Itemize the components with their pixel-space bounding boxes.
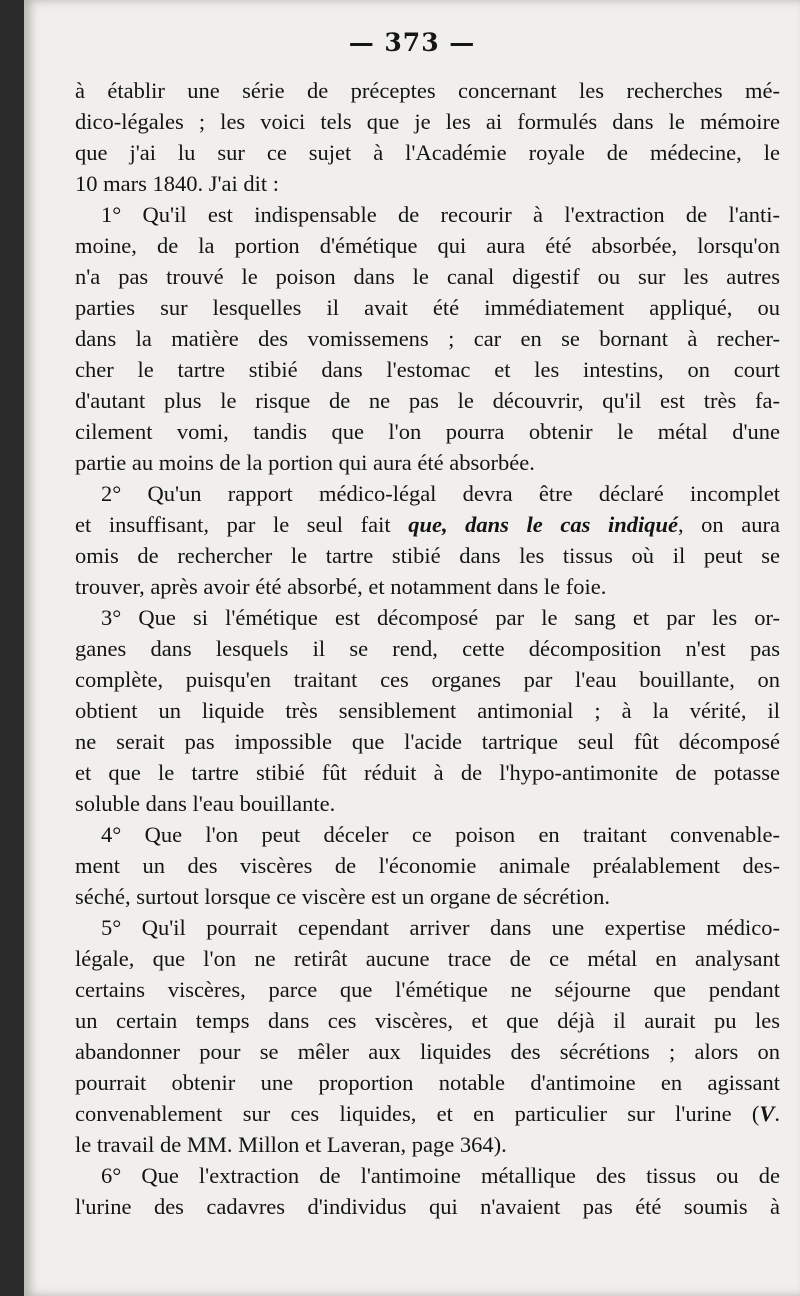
text-line <box>75 757 780 788</box>
text-line-content: 10 mars 1840. J'ai dit : <box>75 171 280 196</box>
text-line-content: d'autant plus le risque de ne pas le découvrir, qu'il est très fa- <box>75 388 780 413</box>
text-line <box>75 354 780 385</box>
text-line <box>75 416 780 447</box>
text-line-content: le travail de MM. Millon et Laveran, page 364). <box>75 1132 507 1157</box>
italic-text: V <box>759 1101 775 1126</box>
text-line <box>75 261 780 292</box>
text-line <box>75 788 780 819</box>
text-line-content: 3° Que si l'émétique est décomposé par le sang et par les or- <box>101 605 780 630</box>
text-line <box>75 974 780 1005</box>
text-line-tail: . <box>774 1101 780 1126</box>
text-line <box>75 726 780 757</box>
text-line-content: cilement vomi, tandis que l'on pourra obtenir le métal d'une <box>75 419 780 444</box>
text-line <box>75 509 780 540</box>
text-line-content: 2° Qu'un rapport médico-légal devra être déclaré incomplet <box>101 481 780 506</box>
text-line <box>75 943 780 974</box>
text-line <box>75 602 780 633</box>
text-line <box>75 1129 780 1160</box>
text-line <box>75 664 780 695</box>
text-line-content: pourrait obtenir une proportion notable d'antimoine en agissant <box>75 1070 780 1095</box>
text-line <box>75 1005 780 1036</box>
text-line <box>75 292 780 323</box>
book-page <box>24 0 800 1296</box>
text-line <box>75 106 780 137</box>
text-line-content: certains viscères, parce que l'émétique ne séjourne que pendant <box>75 977 780 1002</box>
text-line <box>75 912 780 943</box>
text-line <box>75 571 780 602</box>
text-line-content: à établir une série de préceptes concernant les recherches mé- <box>75 78 780 103</box>
text-line-content: et insuffisant, par le seul fait <box>75 512 409 537</box>
text-line-content: partie au moins de la portion qui aura été absorbée. <box>75 450 535 475</box>
text-line-tail: , on aura <box>677 512 780 537</box>
text-line <box>75 1067 780 1098</box>
text-line <box>75 1098 780 1129</box>
text-line <box>75 850 780 881</box>
text-line <box>75 199 780 230</box>
text-line-content: n'a pas trouvé le poison dans le canal digestif ou sur les autres <box>75 264 780 289</box>
text-line-content: 6° Que l'extraction de l'antimoine métallique des tissus ou de <box>101 1163 780 1188</box>
text-line <box>75 478 780 509</box>
text-line-content: que j'ai lu sur ce sujet à l'Académie royale de médecine, le <box>75 140 780 165</box>
text-line <box>75 323 780 354</box>
italic-text: que, dans le cas indiqué <box>408 512 678 537</box>
text-line <box>75 633 780 664</box>
page-number: — 373 — <box>348 28 476 57</box>
text-line <box>75 447 780 478</box>
text-line-content: omis de rechercher le tartre stibié dans les tissus où il peut se <box>75 543 780 568</box>
text-line <box>75 1191 780 1222</box>
text-line-content: légale, que l'on ne retirât aucune trace de ce métal en analysant <box>75 946 780 971</box>
text-line-content: ganes dans lesquels il se rend, cette décomposition n'est pas <box>75 636 780 661</box>
text-line <box>75 385 780 416</box>
text-line-content: cher le tartre stibié dans l'estomac et les intestins, on court <box>75 357 780 382</box>
text-line-content: soluble dans l'eau bouillante. <box>75 791 336 816</box>
text-line-content: abandonner pour se mêler aux liquides des sécrétions ; alors on <box>75 1039 780 1064</box>
text-line <box>75 1036 780 1067</box>
text-line-content: séché, surtout lorsque ce viscère est un organe de sécrétion. <box>75 884 611 909</box>
text-line-content: ment un des viscères de l'économie animale préalablement des- <box>75 853 780 878</box>
text-line-content: dico-légales ; les voici tels que je les ai formulés dans le mémoire <box>75 109 780 134</box>
text-line <box>75 819 780 850</box>
text-line-content: parties sur lesquelles il avait été immédiatement appliqué, ou <box>75 295 780 320</box>
body-text <box>75 75 780 1222</box>
text-line <box>75 540 780 571</box>
text-line <box>75 881 780 912</box>
text-line-content: l'urine des cadavres d'individus qui n'avaient pas été soumis à <box>75 1194 780 1219</box>
text-line-content: complète, puisqu'en traitant ces organes par l'eau bouillante, on <box>75 667 780 692</box>
text-line <box>75 695 780 726</box>
text-line-content: 4° Que l'on peut déceler ce poison en traitant convenable- <box>101 822 780 847</box>
text-line-content: un certain temps dans ces viscères, et que déjà il aurait pu les <box>75 1008 780 1033</box>
text-line-content: ne serait pas impossible que l'acide tartrique seul fût décomposé <box>75 729 780 754</box>
text-line <box>75 1160 780 1191</box>
text-line-content: dans la matière des vomissemens ; car en se bornant à recher- <box>75 326 780 351</box>
text-line <box>75 230 780 261</box>
text-line-content: trouver, après avoir été absorbé, et notamment dans le foie. <box>75 574 607 599</box>
text-line-content: 5° Qu'il pourrait cependant arriver dans une expertise médico- <box>101 915 780 940</box>
text-line-content: moine, de la portion d'émétique qui aura été absorbée, lorsqu'on <box>75 233 780 258</box>
text-line <box>75 137 780 168</box>
text-line-content: obtient un liquide très sensiblement antimonial ; à la vérité, il <box>75 698 780 723</box>
text-line-content: et que le tartre stibié fût réduit à de l'hypo-antimonite de potasse <box>75 760 780 785</box>
text-line-content: 1° Qu'il est indispensable de recourir à l'extraction de l'anti- <box>101 202 780 227</box>
text-line-content: convenablement sur ces liquides, et en particulier sur l'urine ( <box>75 1101 760 1126</box>
text-line <box>75 168 780 199</box>
text-line <box>75 75 780 106</box>
